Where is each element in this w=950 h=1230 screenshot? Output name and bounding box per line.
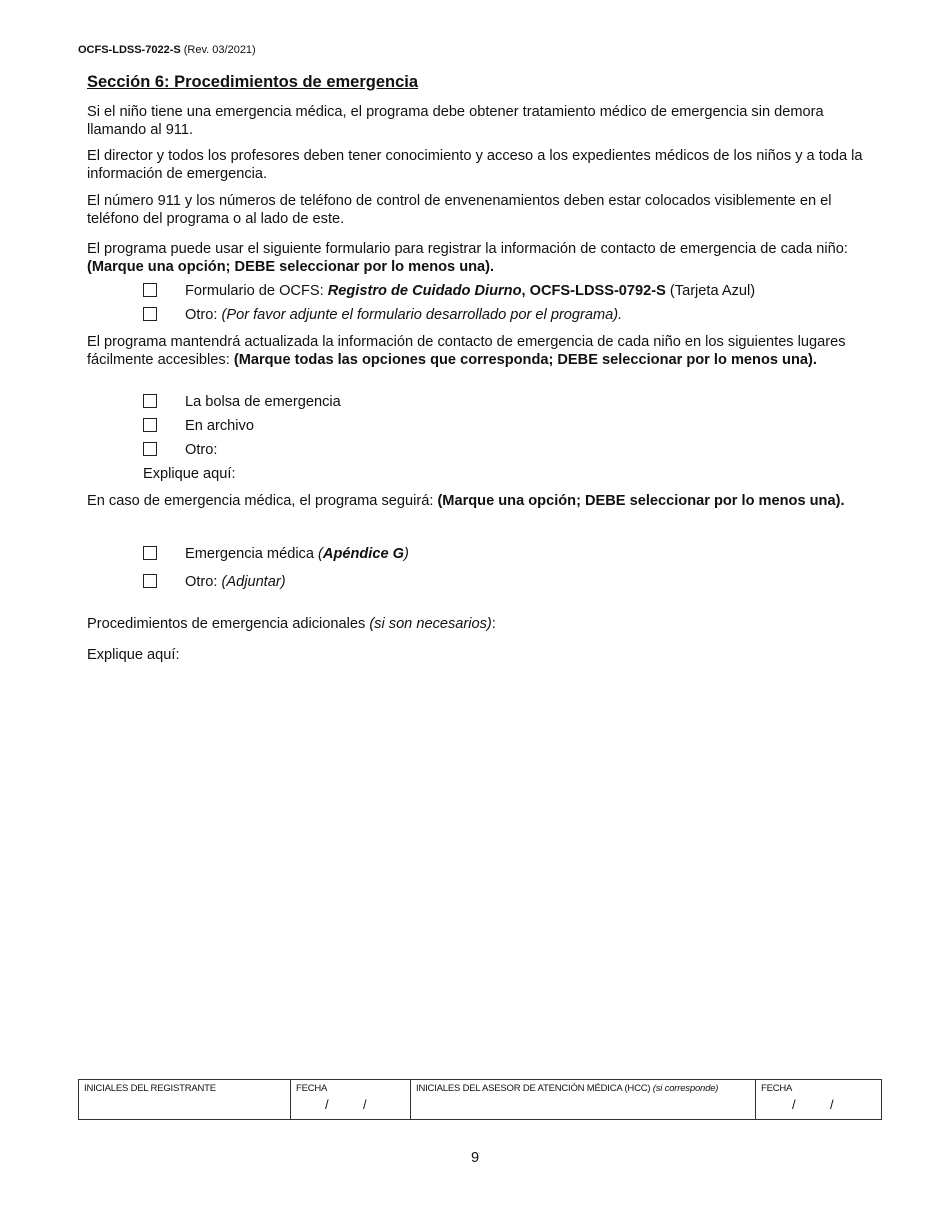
additional-text: Procedimientos de emergencia adicionales bbox=[87, 616, 370, 632]
additional-note: (si son necesarios) bbox=[369, 616, 492, 632]
other-form-checkbox[interactable] bbox=[143, 307, 157, 321]
paragraph-emergency-911: Si el niño tiene una emergencia médica, el programa debe obtener tratamiento médico de emergencia sin demora llamando al 911. bbox=[87, 104, 824, 138]
date1-cell bbox=[291, 1080, 411, 1119]
date1-slash-1: / bbox=[325, 1097, 329, 1112]
ocfs-form-prefix: Formulario de OCFS: bbox=[185, 283, 328, 299]
procedure-instruction: (Marque una opción; DEBE seleccionar por lo menos una). bbox=[437, 493, 845, 509]
date2-label: FECHA bbox=[761, 1083, 793, 1094]
form-header bbox=[78, 44, 256, 56]
other-procedure-label bbox=[185, 573, 286, 591]
date1-slash-2: / bbox=[363, 1097, 367, 1112]
other-form-prefix: Otro: bbox=[185, 307, 222, 323]
on-file-label: En archivo bbox=[185, 418, 254, 434]
hcc-initials-note: (si corresponde) bbox=[652, 1083, 719, 1094]
locations-instruction: (Marque todas las opciones que corresponda; DEBE seleccionar por lo menos una). bbox=[233, 352, 817, 368]
appendix-paren-open: ( bbox=[318, 546, 323, 562]
additional-explain-field[interactable] bbox=[87, 672, 881, 1066]
emergency-bag-label: La bolsa de emergencia bbox=[185, 394, 341, 410]
section-title: Sección 6: Procedimientos de emergencia bbox=[87, 73, 419, 91]
ocfs-form-checkbox[interactable] bbox=[143, 283, 157, 297]
location-explain-label: Explique aquí: bbox=[143, 466, 236, 482]
ocfs-form-number: , OCFS-LDSS-0792-S bbox=[521, 283, 666, 299]
medical-emergency-label bbox=[185, 545, 409, 563]
locations-text: El programa mantendrá actualizada la información de contacto de emergencia de cada niño en los siguientes lugares fácilmente accesibles: bbox=[87, 334, 846, 368]
other-procedure-checkbox[interactable] bbox=[143, 574, 157, 588]
on-file-checkbox[interactable] bbox=[143, 418, 157, 432]
other-form-label bbox=[185, 306, 622, 324]
medical-emergency-checkbox[interactable] bbox=[143, 546, 157, 560]
ocfs-form-label bbox=[185, 282, 755, 300]
medical-emergency-prefix: Emergencia médica bbox=[185, 546, 319, 562]
date2-cell bbox=[756, 1080, 881, 1119]
date1-label: FECHA bbox=[296, 1083, 328, 1094]
hcc-initials-text: INICIALES DEL ASESOR DE ATENCIÓN MÉDICA (HCC) bbox=[416, 1083, 653, 1094]
other-procedure-note: (Adjuntar) bbox=[221, 574, 286, 590]
date2-slash-2: / bbox=[830, 1097, 834, 1112]
form-revision: (Rev. 03/2021) bbox=[183, 44, 256, 56]
additional-explain-label: Explique aquí: bbox=[87, 647, 180, 663]
paragraph-director-access: El director y todos los profesores deben tener conocimiento y acceso a los expedientes médicos de los niños y a toda la información de emergencia. bbox=[87, 148, 863, 182]
paragraph-phone-numbers: El número 911 y los números de teléfono de control de envenenamientos deben estar colocados visiblemente en el teléfono del programa o al lado de este. bbox=[87, 193, 832, 227]
contact-form-text: El programa puede usar el siguiente formulario para registrar la información de contacto de emergencia de cada niño: bbox=[87, 241, 848, 257]
ocfs-form-suffix: (Tarjeta Azul) bbox=[665, 283, 756, 299]
hcc-initials-input[interactable] bbox=[413, 1096, 753, 1118]
other-form-note: (Por favor adjunte el formulario desarrollado por el programa). bbox=[221, 307, 623, 323]
registrant-initials-cell bbox=[79, 1080, 291, 1119]
date2-slash-1: / bbox=[792, 1097, 796, 1112]
additional-colon: : bbox=[491, 616, 496, 632]
paragraph-procedure bbox=[87, 492, 877, 510]
other-location-label: Otro: bbox=[185, 442, 218, 458]
appendix-paren-close: ) bbox=[404, 546, 409, 562]
page-number: 9 bbox=[470, 1150, 480, 1166]
hcc-initials-label bbox=[416, 1083, 718, 1094]
other-location-checkbox[interactable] bbox=[143, 442, 157, 456]
registrant-initials-input[interactable] bbox=[81, 1096, 288, 1118]
ocfs-form-name: Registro de Cuidado Diurno bbox=[327, 283, 522, 299]
appendix-g: Apéndice G bbox=[322, 546, 404, 562]
contact-form-instruction: (Marque una opción; DEBE seleccionar por lo menos una). bbox=[87, 259, 495, 275]
paragraph-contact-form bbox=[87, 240, 877, 276]
form-code: OCFS-LDSS-7022-S bbox=[78, 44, 181, 56]
additional-procedures bbox=[87, 615, 877, 633]
initials-table bbox=[78, 1079, 882, 1120]
emergency-bag-checkbox[interactable] bbox=[143, 394, 157, 408]
registrant-initials-label: INICIALES DEL REGISTRANTE bbox=[84, 1083, 216, 1094]
paragraph-locations bbox=[87, 333, 877, 369]
procedure-text: En caso de emergencia médica, el programa seguirá: bbox=[87, 493, 438, 509]
hcc-initials-cell bbox=[411, 1080, 756, 1119]
other-procedure-prefix: Otro: bbox=[185, 574, 222, 590]
